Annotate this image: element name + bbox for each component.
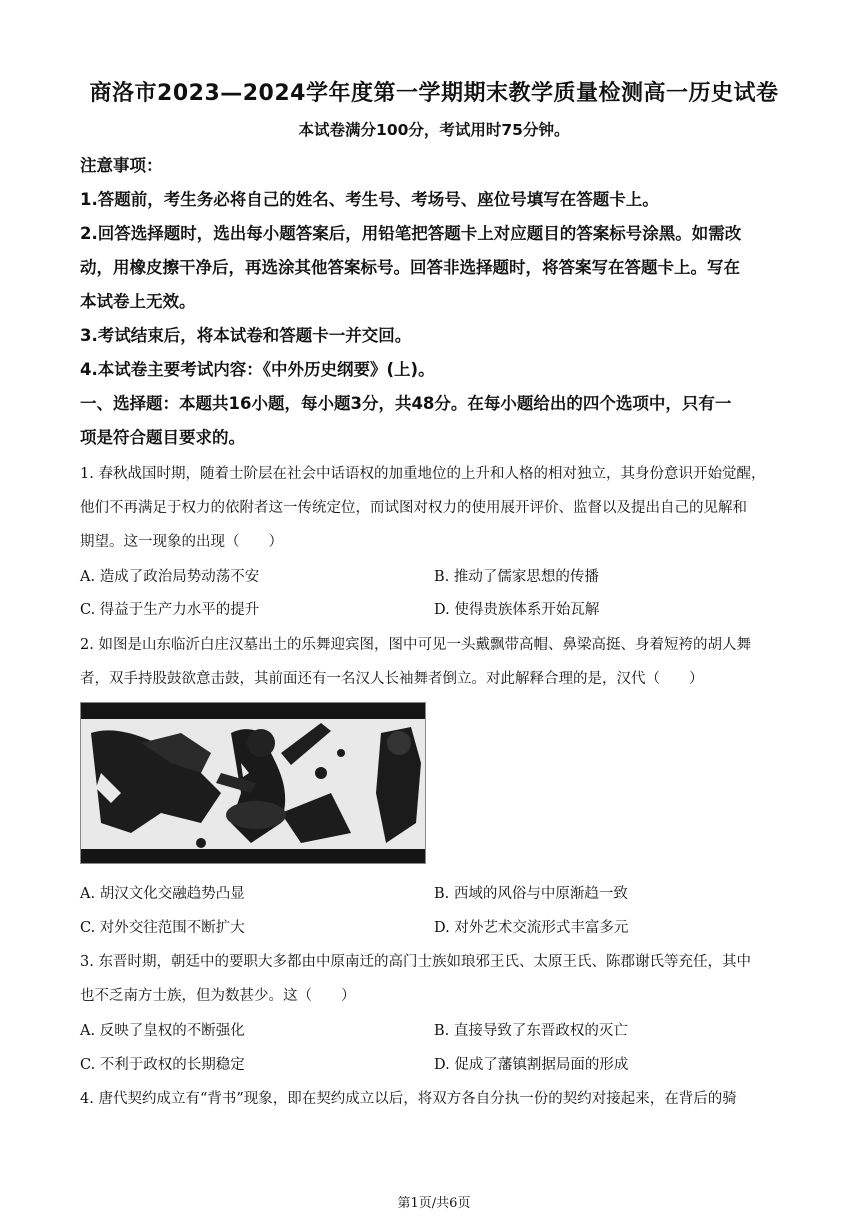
- question-3-text: 3. 东晋时期，朝廷中的要职大多都由中原南迁的高门士族如琅邪王氏、太原王氏、陈郡谢氏等充任，其中: [80, 954, 751, 970]
- section-heading: 一、选择题：本题共16小题，每小题3分，共48分。在每小题给出的四个选项中，只有一: [80, 394, 732, 413]
- question-1-option-c: C. 得益于生产力水平的提升: [80, 602, 260, 618]
- note-item: 3.考试结束后，将本试卷和答题卡一并交回。: [80, 326, 412, 345]
- question-2-option-a: A. 胡汉文化交融趋势凸显: [80, 886, 245, 902]
- question-3-option-a: A. 反映了皇权的不断强化: [80, 1023, 245, 1039]
- question-1-option-d: D. 使得贵族体系开始瓦解: [434, 602, 600, 618]
- question-2-option-d: D. 对外艺术交流形式丰富多元: [434, 920, 629, 936]
- question-2-option-b: B. 西域的风俗与中原渐趋一致: [434, 886, 628, 902]
- note-item: 1.答题前，考生务必将自己的姓名、考生号、考场号、座位号填写在答题卡上。: [80, 190, 659, 209]
- question-1-option-a: A. 造成了政治局势动荡不安: [80, 569, 260, 585]
- relief-rubbing-illustration: [81, 703, 426, 864]
- note-item: 本试卷上无效。: [80, 292, 196, 311]
- exam-subtitle: 本试卷满分100分，考试用时75分钟。: [298, 121, 570, 139]
- section-heading-cont: 项是符合题目要求的。: [80, 428, 245, 447]
- question-2-text: 2. 如图是山东临沂白庄汉墓出土的乐舞迎宾图，图中可见一头戴飘带高帽、鼻梁高挺、身着短袴的胡人舞: [80, 637, 751, 653]
- notes-heading: 注意事项：: [80, 156, 163, 175]
- question-3-option-c: C. 不利于政权的长期稳定: [80, 1057, 245, 1073]
- question-1-text: 期望。这一现象的出现（ ）: [80, 534, 283, 550]
- question-2-text: 者，双手持股鼓欲意击鼓，其前面还有一名汉人长袖舞者倒立。对此解释合理的是，汉代（ ）: [80, 671, 704, 687]
- page-title: 商洛市2023—2024学年度第一学期期末教学质量检测高一历史试卷: [89, 81, 779, 106]
- question-2-option-c: C. 对外交往范围不断扩大: [80, 920, 245, 936]
- han-dance-relief-image: [80, 702, 426, 864]
- note-item: 2.回答选择题时，选出每小题答案后，用铅笔把答题卡上对应题目的答案标号涂黑。如需改: [80, 224, 742, 243]
- question-3-text: 也不乏南方士族，但为数甚少。这（ ）: [80, 988, 356, 1004]
- note-item: 动，用橡皮擦干净后，再选涂其他答案标号。回答非选择题时，将答案写在答题卡上。写在: [80, 258, 740, 277]
- question-4-text: 4. 唐代契约成立有“背书”现象，即在契约成立以后，将双方各自分执一份的契约对接起来，在背后的骑: [80, 1091, 737, 1107]
- question-1-text: 1. 春秋战国时期，随着士阶层在社会中话语权的加重地位的上升和人格的相对独立，其身份意识开始觉醒，: [80, 466, 766, 482]
- question-1-option-b: B. 推动了儒家思想的传播: [434, 569, 599, 585]
- question-3-option-b: B. 直接导致了东晋政权的灭亡: [434, 1023, 628, 1039]
- page-number: 第1页/共6页: [397, 1196, 471, 1211]
- note-item: 4.本试卷主要考试内容：《中外历史纲要》(上)。: [80, 360, 435, 379]
- question-1-text: 他们不再满足于权力的依附者这一传统定位，而试图对权力的使用展开评价、监督以及提出自己的见解和: [80, 500, 747, 516]
- question-3-option-d: D. 促成了藩镇割据局面的形成: [434, 1057, 629, 1073]
